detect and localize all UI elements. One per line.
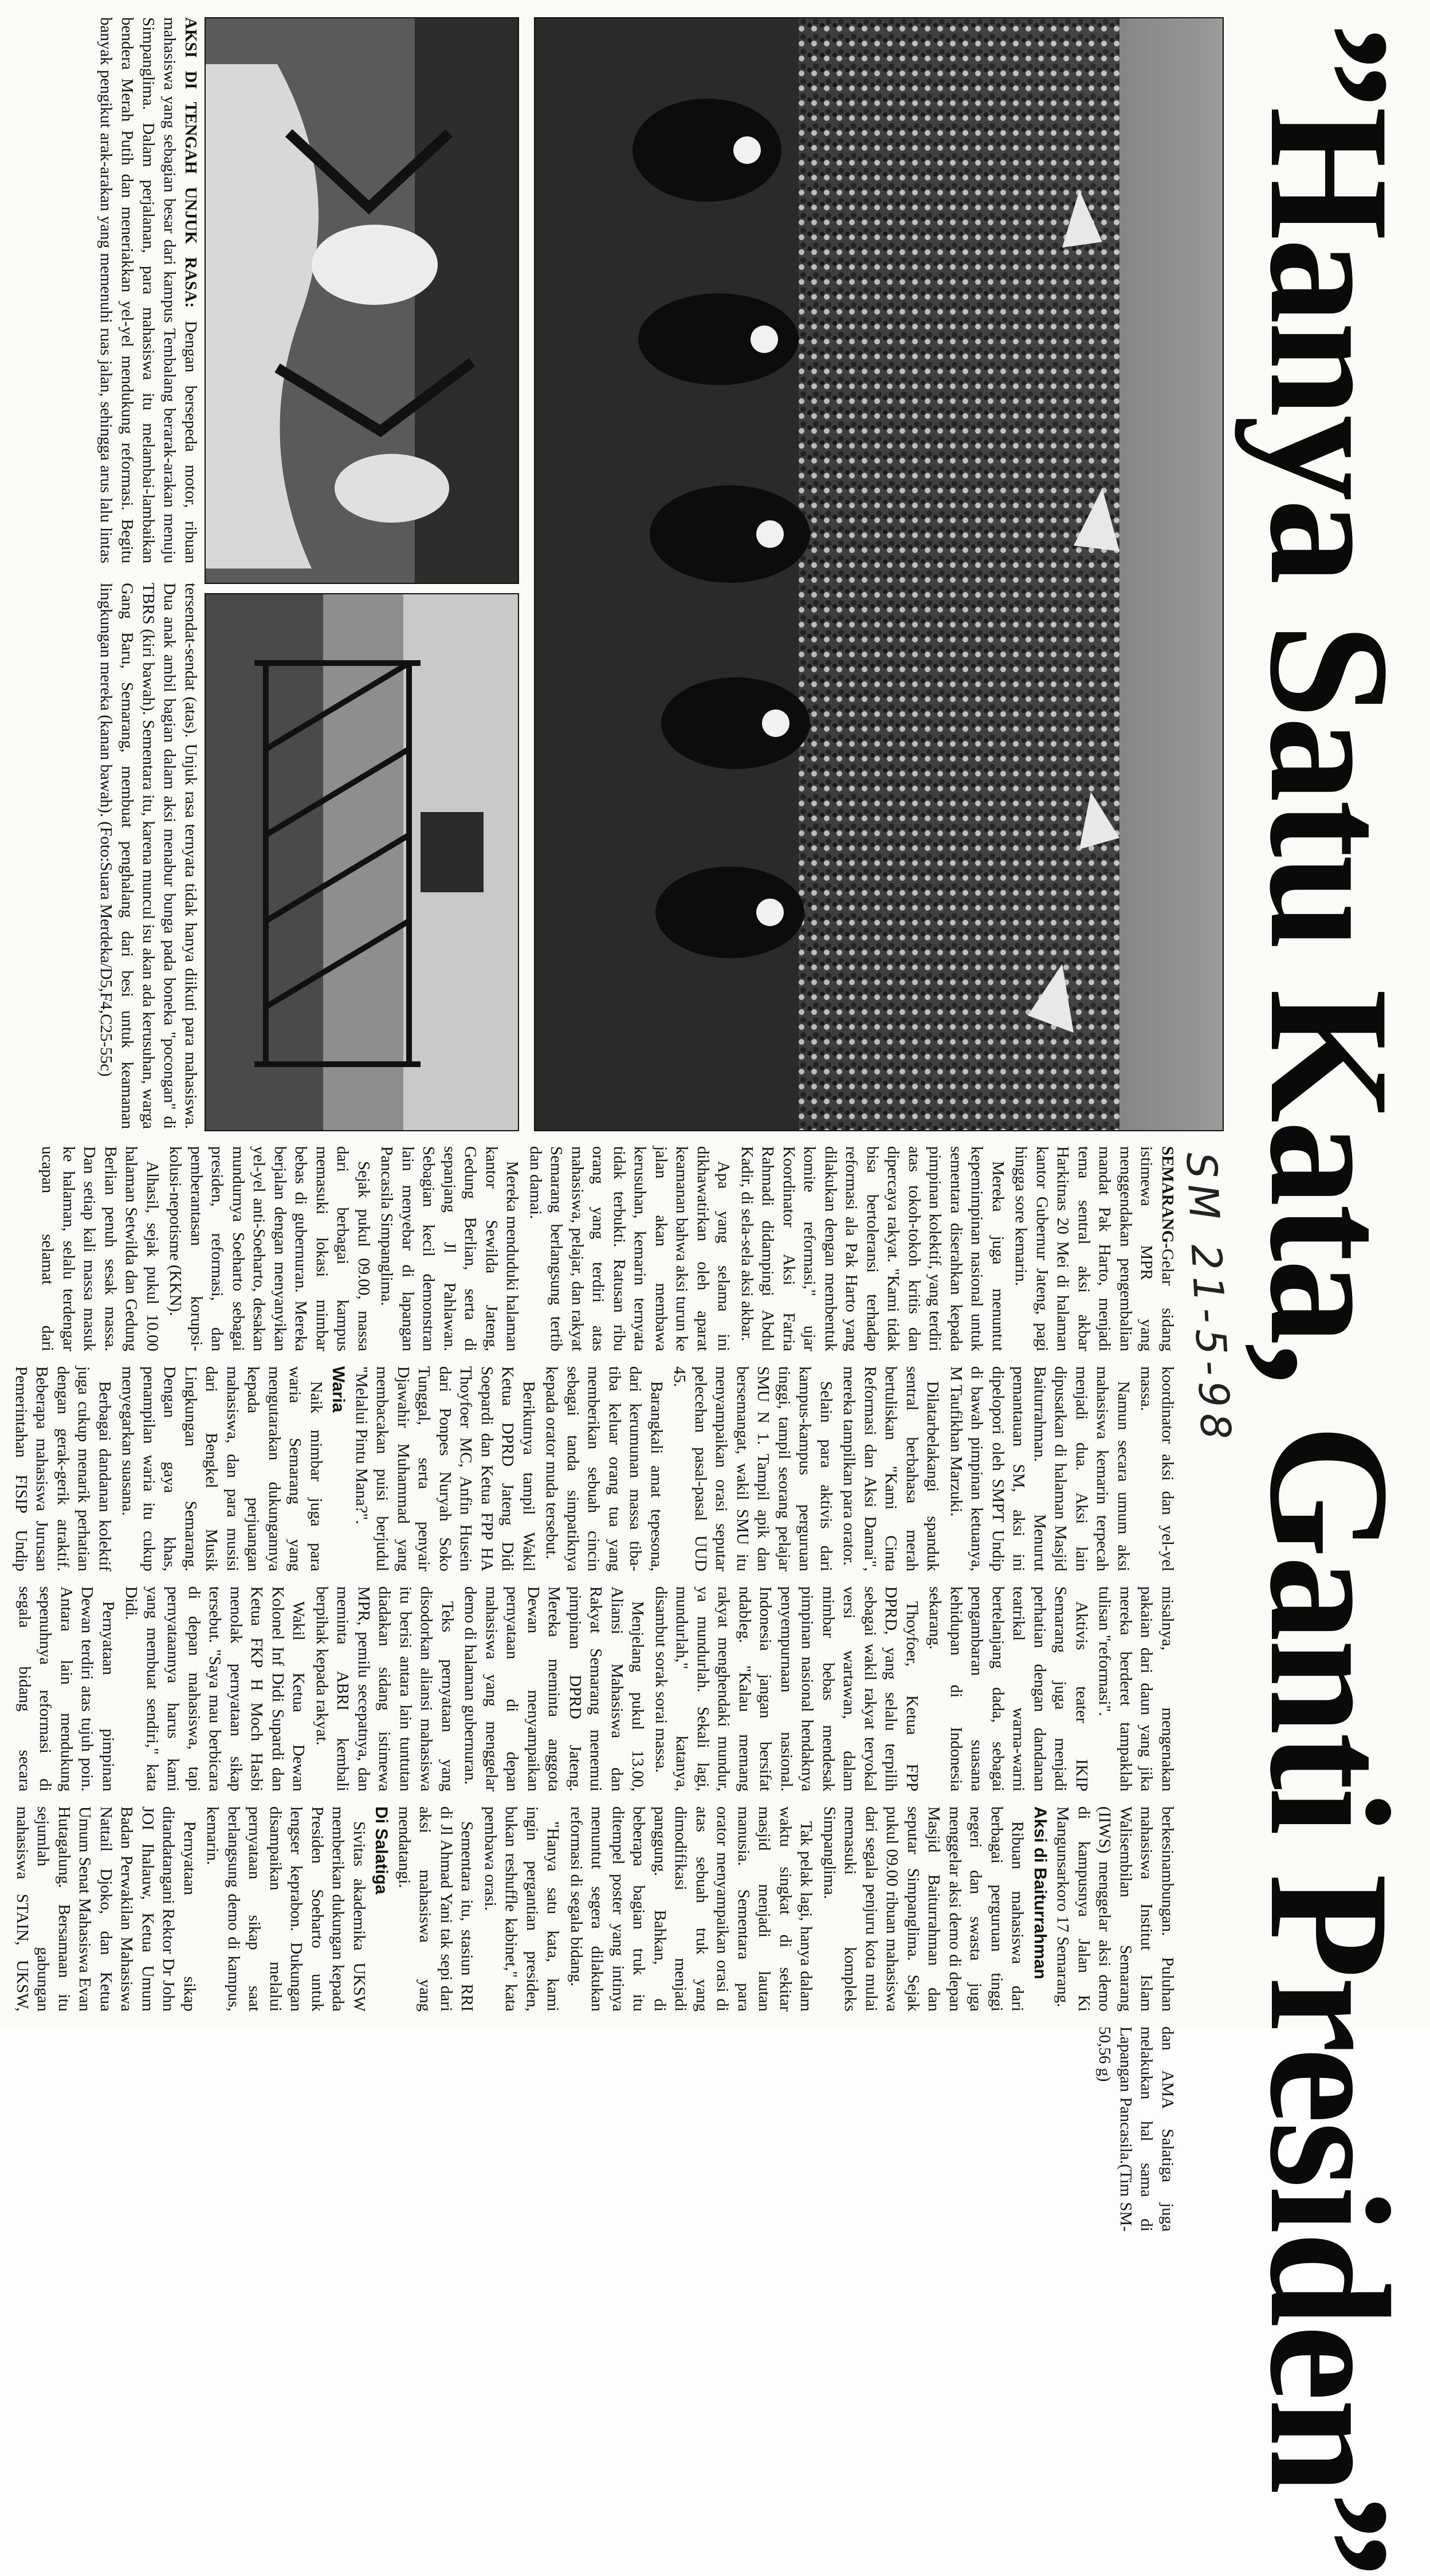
photo-iron-barricade [205,593,519,1131]
article-paragraph: Menjelang pukul 13.00, Aliansi Mahasiswa dan Rakyat Semarang menemui pimpinan DPRD Jateng. Mereka meminta anggota Dewan menyampaikan pernyataan di depan mahasiswa yang menggelar demo di halaman gubernuran. [461,1586,647,1791]
subheading-di-salatiga: Di Salatiga [372,1806,391,1895]
article-body [9,1146,1178,2232]
article-paragraph: Sementara itu, stasiun RRI di Jl Ahmad Yani tak sepi dari aksi mahasiswa yang mendatangi. [395,1806,477,2012]
article-paragraph: Alhasil, sejak pukul 10.00 halaman Setwilda dan Gedung Berlian penuh sesak massa. Dan setiap kali massa masuk ke halaman, selalu terdengar ucapan selamat dari koordinator aksi dan yel-yel massa. [38,1146,1177,1571]
photo-flower-effigy [205,17,519,584]
article-paragraph: Aktivis teater IKIP Semarang juga menjadi perhatian dengan dandanan teatrikal warna-warni bertelanjang dada, sebagai pengambaran suasana kehidupan di Indonesia sekarang. [926,1586,1091,1791]
article-paragraph: Naik mimbar juga para waria Semarang yang mengutarakan dukungannya kepada perjuangan mahasiswa, dan para musisi dari Bengkel Musik Lingkungan Semarang. Dengan gaya khas, penampilan waria itu cukup menyegarkan suasana. [119,1366,325,1571]
article-paragraph: Wakil Ketua Dewan Kolonel Inf Didi Supardi dan Ketua FKP H Moch Hasbi menolak pernyataan sikap tersebut. "Saya mau berbicara di depan mahasiswa, tapi pernyataannya harus kami yang membuat sendiri," kata Didi. [122,1586,308,1791]
article-paragraph: Mereka juga menuntut kepemimpinan nasional untuk sementara diserahkan kepada pimpinan kolektif, yang terdiri atas tokoh-tokoh kritis dan dipercaya rakyat. "Kami tidak bisa bertoleransi terhadap reformasi ala Pak Harto yang dilakukan dengan membentuk komite reformasi," ujar Koordinator Aksi Fatria Rahmadi didampingi Abdul Kadir, di sela-sela aksi akbar. [738,1146,1007,1351]
article-paragraph: Pernyataan pimpinan Dewan terdiri atas tujuh poin. Antara lain mendukung sepenuhnya reformasi di segala bidang secara berkesinambungan. Puluhan mahasiswa Institut Islam Walisembilan Semarang (IIWS) menggelar aksi demo di kampusnya Jalan Ki Mangunsarkoro 17 Semarang. [15,1586,1177,2012]
article-paragraph: Sivitas akademika UKSW memberikan dukungan kepada Presiden Soeharto untuk lengser keprabon. Dukungan disampaikan melalui pernyataan sikap saat berlangsung demo di kampus, kemarin. [203,1806,368,2012]
subheading-aksi-di-baiturrahman: Aksi di Baiturrahman [1031,1806,1050,1979]
caption-lead: AKSI DI TENGAH UNJUK RASA: [182,17,200,308]
article-paragraph: Pernyataan sikap ditandatangani Rektor Dr John JOI Ihalauw, Ketua Umum Badan Perwakilan Mahasiswa Nattail Djoko, dan Ketua Umum Senat Mahasiswa Evan Hutagalung. Bersamaan itu sejumlah gabungan mahasiswa STAIN, UKSW, dan AMA Salatiga juga melakukan hal sama di Lapangan Pancasila.(Tim SM-50,56 g) [13,1806,1177,2232]
article-paragraph: "Hanya satu kata, kami ingin pergantian presiden, bukan reshuffle kabinet," kata pembawa orasi. [481,1806,563,2012]
article-paragraph: Sejak pukul 09.00, massa dari berbagai kampus memasuki lokasi mimbar bebas di gubernuran. Mereka berjalan dengan menyanyikan yel-yel anti-Soeharto, desakan mundurnya Soeharto sebagai presiden, reformasi, dan pemberantasan korupsi-kolusi-nepotisme (KKN). [166,1146,373,1351]
subheading-waria: Waria [329,1366,348,1413]
photo-iron-barricade-image [206,594,518,1130]
article-paragraph: Thoyfoer, Ketua FPP DPRD, yang selalu terpilih sebagai wakil rakyat teryokal versi wartawan, dalam mimbar bebas mendesak pimpinan nasional hendaknya penyempurnaan nasional. Indonesia jangan bersifat ndableg. "Kalau memang rakyat menghendaki mundur, ya mundurlah. Sekali lagi, mundurlah," katanya, disambut sorak sorai massa. [652,1586,921,1791]
photo-caption [6,17,201,1129]
article-paragraph: Selain para aktivis dari kampus-kampus perguruan tinggi, tampil seorang pelajar SMU N 1. Tampil apik dan bersemangat, wakil SMU itu menyampaikan orasi seputar pelecehan pasal-pasal UUD 45. [670,1366,835,1571]
article-paragraph: Teks pernyataan yang disodorkan aliansi mahasiswa itu berisi antara lain tuntutan diadakan sidang istimewa MPR, pemilu secepatnya, dan meminta ABRI kembali berpihak kepada rakyat. [313,1586,457,1791]
article-paragraph: Namun secara umum aksi mahasiswa kemarin terpecah menjadi dua. Aksi lain dipusatkan di halaman Masjid Baiturrahman. Menurut pemantauan SM, aksi ini dipelopori oleh SMPT Undip di bawah pimpinan ketuanya, M Taufikhan Marzuki. [947,1366,1133,1571]
dateline: SEMARANG- [1158,1146,1177,1249]
photo-motorcycle-rally-image [535,18,1223,1130]
article-paragraph: Ribuan mahasiswa dari berbagai perguruan tinggi negeri dan swasta juga menggelar aksi demo di depan Masjid Baiturrahman dan seputar Simpanglima. Sejak pukul 09.00 ribuan mahasiswa dari segala penjuru kota mulai memasuki kompleks Simpanglima. [820,1806,1027,2012]
photo-motorcycle-rally [534,17,1224,1131]
headline: ”Hanya Satu Kata, Ganti Presiden” [1235,23,1425,2576]
handwritten-date: SM 21-5-98 [1177,1151,1241,1446]
article-lead-paragraph [1011,1146,1178,1351]
article-paragraph: Gelar sidang istimewa MPR yang menggendakan pengembalian mandat Pak Harto, menjadi tema sentral aksi akbar Harkitnas 20 Mei di halaman kantor Gubernur Jateng, pagi hingga sore kemarin. [1012,1146,1177,1351]
article-paragraph: Barangkali amat tepesona, dari kerumunan massa tiba-tiba keluar orang tua yang memberikan sebuah cincin sebagai tanda simpatiknya kepada orator muda tersebut. [543,1366,666,1571]
article-paragraph: Dilatarbelakangi spanduk sentral berbahasa merah bertuliskan "Kami Cinta Reformasi dan Aksi Damai", mereka tampilkan para orator. [840,1366,942,1571]
photo-flower-effigy-image [206,18,518,583]
article-paragraph: Mereka menduduki halaman kantor Sewilda Jateng, Gedung Berlian, serta di sepanjang Jl Pahlawan. Sebagian kecil demonstran lain menyebar di lapangan Pancasila Simpanglima. [378,1146,522,1351]
caption-text: Dengan bersepeda motor, ribuan mahasiswa yang sebagian besar dari kampus Tembalang berarak-arakan menuju Simpanglima. Dalam perjalanan, para mahasiswa itu melambai-lambaikan bendera Merah Putih dan meneriakkan yel-yel mendukung reformasi. Begitu banyak pengikut arak-arakan yang memenuhi ruas jalan, sehingga arus lalu lintas tersendat-sendat (atas). Unjuk rasa ternyata tidak hanya diikuti para mahasiswa. Dua anak ambil bagian dalam aksi menabur bunga pada boneka "pocongan" di TBRS (kiri bawah). Sementara itu, karena muncul isu akan ada kerusuhan, warga Gang Baru, Semarang, membuat penghalang dari besi untuk keamanan lingkungan mereka (kanan bawah). (Foto:Suara Merdeka/D5,F4,C25-55c) [97,17,200,1129]
article-paragraph: Apa yang selama ini dikhawatirkan oleh aparat keamanan bahwa aksi turun ke jalan akan membawa kerusuhan, kemarin ternyata tidak terbukti. Ratusan ribu orang yang terdiri atas mahasiswa, pelajar, dan rakyat Semarang berlangsung tertib dan damai. [527,1146,733,1351]
article-paragraph: Berikutnya tampil Wakil Ketua DPRD Jateng Didi Soepardi dan Ketua FPP HA Thoyfoer MC, Anfin Husein dari Ponpes Nuryah Soko Tunggal, serta penyair Djawahir Muhammad yang membacakan puisi berjudul "Melalui Pintu Mana?". [352,1366,538,1571]
article-paragraph: Berbagai dandanan kolektif juga cukup menarik perhatian dengan gerak-gerik atraktif. Beberapa mahasiswa Jurusan Pemerintahan FISIP Undip misalnya, mengenakan pakaian dari daun yang jika mereka berderet tampaklah tulisan "reformasi". [12,1366,1177,1791]
article-paragraph: Tak pelak lagi, hanya dalam waktu singkat di sekitar masjid menjadi lautan manusia. Sementara para orator menyampaikan orasi di atas sebuah truk yang dimodifikasi menjadi panggung. Bahkan, di beberapa bagian truk itu ditempel poster yang intinya menuntut segera dilakukan reformasi di segala bidang. [567,1806,816,2012]
